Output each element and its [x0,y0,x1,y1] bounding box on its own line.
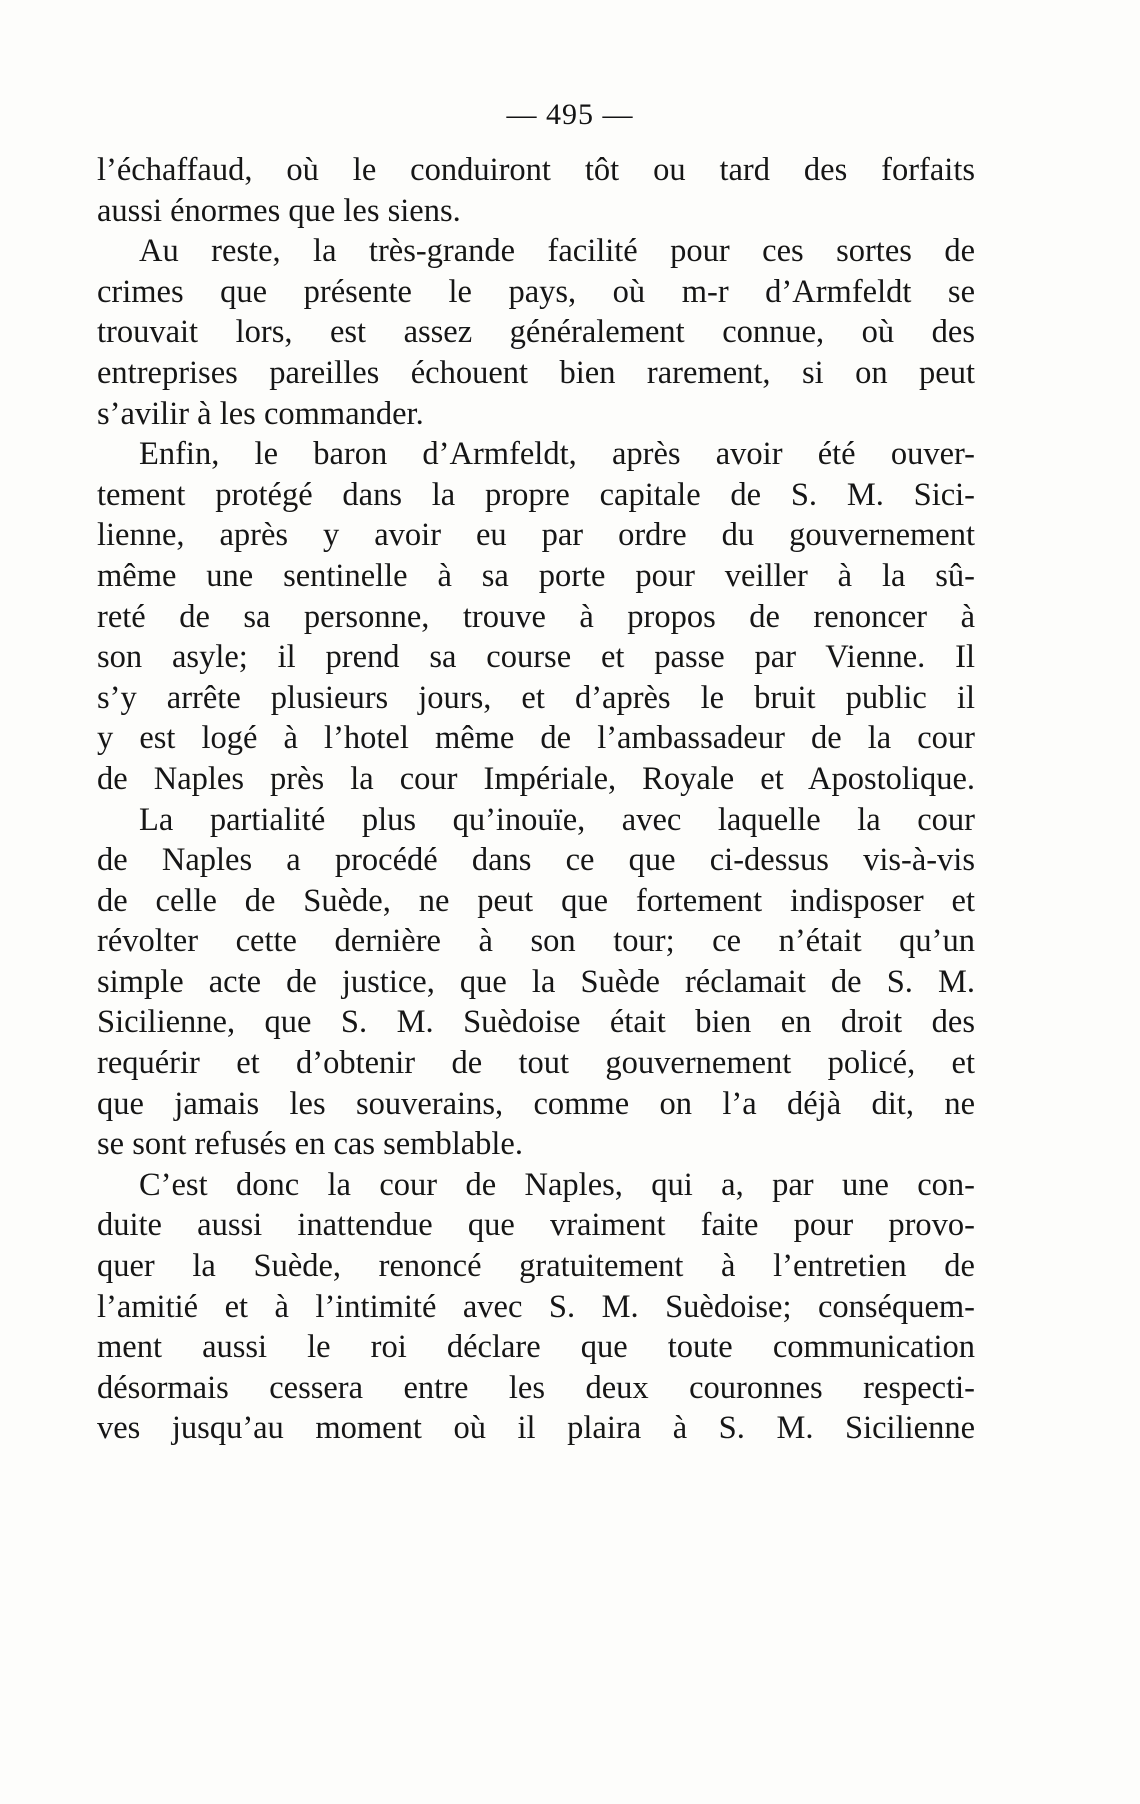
text-line: ves jusqu’au moment où il plaira à S. M. Sicilienne [97,1410,975,1447]
body-text [97,150,975,1449]
text-line: y est logé à l’hotel même de l’ambassadeur de la cour [97,720,975,757]
text-line: trouvait lors, est assez généralement connue, où des [97,314,975,351]
text-line: La partialité plus qu’inouïe, avec laquelle la cour [139,801,975,838]
text-line: révolter cette dernière à son tour; ce n’était qu’un [97,923,975,960]
paragraph-3 [97,434,975,799]
text-line: ment aussi le roi déclare que toute communication [97,1329,975,1366]
text-line: tement protégé dans la propre capitale de S. M. Sici- [97,476,975,513]
text-line: se sont refusés en cas semblable. [97,1126,523,1163]
text-line: Enfin, le baron d’Armfeldt, après avoir été ouver- [139,436,975,473]
text-line: aussi énormes que les siens. [97,192,461,229]
paragraph-2 [97,231,975,434]
text-line: Au reste, la très-grande facilité pour ces sortes de [139,233,975,270]
text-line: s’avilir à les commander. [97,395,424,432]
text-line: crimes que présente le pays, où m-r d’Armfeldt se [97,273,975,310]
paragraph-5 [97,1165,975,1449]
paragraph-1 [97,150,975,231]
text-line: C’est donc la cour de Naples, qui a, par une con- [139,1166,975,1203]
page-number: — 495 — [506,98,634,131]
text-line: de Naples près la cour Impériale, Royale et Apostolique. [97,760,975,797]
text-line: lienne, après y avoir eu par ordre du gouvernement [97,517,975,554]
text-line: de Naples a procédé dans ce que ci-dessus vis-à-vis [97,842,975,879]
text-line: de celle de Suède, ne peut que fortement indisposer et [97,882,975,919]
text-line: reté de sa personne, trouve à propos de renoncer à [97,598,975,635]
text-line: s’y arrête plusieurs jours, et d’après le bruit public il [97,679,975,716]
text-line: simple acte de justice, que la Suède réclamait de S. M. [97,963,975,1000]
text-line: Sicilienne, que S. M. Suèdoise était bien en droit des [97,1004,975,1041]
text-line: désormais cessera entre les deux couronnes respecti- [97,1369,975,1406]
text-line: l’échaffaud, où le conduiront tôt ou tard des forfaits [97,152,975,188]
text-line: son asyle; il prend sa course et passe par Vienne. Il [97,639,975,676]
text-line: entreprises pareilles échouent bien rarement, si on peut [97,354,975,391]
text-line: quer la Suède, renoncé gratuitement à l’entretien de [97,1248,975,1285]
text-line: requérir et d’obtenir de tout gouvernement policé, et [97,1045,975,1082]
text-line: l’amitié et à l’intimité avec S. M. Suèdoise; conséquem- [97,1288,975,1325]
text-line: duite aussi inattendue que vraiment faite pour provo- [97,1207,975,1244]
text-line: que jamais les souverains, comme on l’a déjà dit, ne [97,1085,975,1122]
paragraph-4 [97,800,975,1165]
text-line: même une sentinelle à sa porte pour veiller à la sû- [97,557,975,594]
